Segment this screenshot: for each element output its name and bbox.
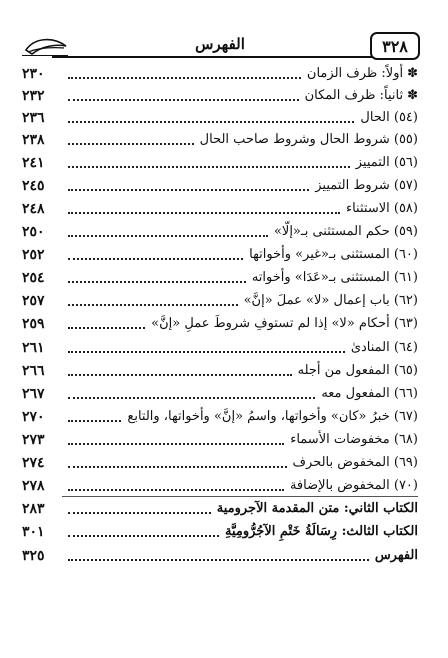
star-bullet-icon: ✽ (407, 88, 418, 103)
section-divider (62, 496, 418, 497)
toc-entry-text: (٧٠) المخفوض بالإضافة (289, 478, 418, 493)
dot-leader (68, 212, 340, 214)
toc-entry-text: أولاً: ظرف الزمان (306, 66, 404, 81)
toc-entry-title (217, 499, 418, 519)
toc-entry-title (307, 64, 418, 84)
toc-entry-title (127, 407, 418, 427)
toc-entry-title (375, 546, 418, 566)
toc-entry[interactable] (22, 476, 418, 498)
toc-page-number: ٣٢٥ (22, 548, 45, 564)
toc-entry[interactable] (22, 407, 418, 429)
dot-leader (68, 189, 309, 191)
toc-entry-title (249, 245, 418, 265)
toc-entry[interactable] (22, 453, 418, 475)
dot-leader (68, 374, 292, 376)
toc-entry-text: (٥٤) الحال (360, 110, 418, 125)
toc-entry[interactable] (22, 245, 418, 267)
toc-page-number: ٢٣٠ (22, 66, 45, 82)
dot-leader (68, 77, 301, 79)
toc-page-number: ٢٥٩ (22, 316, 45, 332)
toc-page-number: ٢٤٥ (22, 178, 45, 194)
toc-page-number: ٢٥٠ (22, 224, 45, 240)
toc-entry-text: (٥٧) شروط التمييز (315, 178, 418, 193)
toc-page-number: ٣٠١ (22, 524, 45, 540)
toc-entry[interactable] (22, 499, 418, 521)
toc-entry-title (351, 338, 418, 358)
toc-entry-text: (٦١) المستثنى بـ«عَدَا» وأخواته (251, 270, 418, 285)
toc-entry-text: ثانياً: ظرف المكان (304, 88, 404, 103)
toc-entry[interactable] (22, 314, 418, 336)
dot-leader (68, 535, 219, 537)
toc-entry[interactable] (22, 176, 418, 198)
toc-entry-text: (٥٦) التمييز (355, 155, 418, 170)
toc-entry-title (356, 153, 418, 173)
toc-entry[interactable] (22, 108, 418, 130)
toc-entry-title (293, 453, 418, 473)
toc-entry-title (315, 176, 418, 196)
dot-leader (68, 143, 194, 145)
toc-entry-title (274, 222, 418, 242)
toc-page-number: ٢٤٨ (22, 201, 45, 217)
dot-leader (68, 489, 284, 491)
toc-entry-text: (٥٩) حكم المستثنى بـ«إلّا» (273, 224, 418, 239)
toc-entry-title (305, 86, 418, 106)
toc-entry[interactable] (22, 153, 418, 175)
toc-entry-title (346, 199, 418, 219)
toc-entry[interactable] (22, 86, 418, 108)
toc-page-number: ٢٤١ (22, 155, 45, 171)
toc-entry[interactable] (22, 130, 418, 152)
toc-entry-text: (٦٢) باب إعمال «لا» عملَ «إنَّ» (243, 293, 418, 308)
toc-entry-text: (٦٨) مخفوضات الأسماء (290, 432, 418, 447)
dot-leader (68, 304, 238, 306)
page-number-box (370, 32, 420, 60)
toc-entry[interactable] (22, 384, 418, 406)
dot-leader (68, 121, 354, 123)
toc-page-number: ٢٦١ (22, 340, 45, 356)
toc-entry[interactable] (22, 546, 418, 568)
toc-page-number: ٢٦٦ (22, 363, 45, 379)
toc-entry[interactable] (22, 268, 418, 290)
toc-entry[interactable] (22, 522, 418, 544)
dot-leader (68, 327, 145, 329)
star-bullet-icon: ✽ (407, 66, 418, 81)
toc-entry-title (360, 108, 418, 128)
toc-entry-text: (٦٣) أحكام «لا» إذا لم تستوفِ شروطَ عملِ «إنَّ» (151, 316, 418, 331)
toc-page-number: ٢٧٨ (22, 478, 45, 494)
toc-entry[interactable] (22, 291, 418, 313)
toc-entry[interactable] (22, 199, 418, 221)
toc-entry-title (225, 522, 418, 542)
toc-entry-title (321, 384, 418, 404)
toc-entry-title (151, 314, 418, 334)
header-rule (52, 56, 418, 58)
toc-entry-title (244, 291, 418, 311)
toc-page-number: ٢٨٣ (22, 501, 45, 517)
toc-entry-text: (٥٨) الاستثناء (345, 201, 418, 216)
dot-leader (68, 166, 350, 168)
dot-leader (68, 258, 243, 260)
toc-entry[interactable] (22, 222, 418, 244)
toc-page-number: ٢٥٧ (22, 293, 45, 309)
dot-leader (68, 397, 315, 399)
toc-entry-text: (٥٥) شروط الحال وشروط صاحب الحال (199, 132, 418, 147)
toc-entry-title (290, 430, 418, 450)
toc-page-number: ٢٣٨ (22, 132, 45, 148)
dot-leader (68, 559, 369, 561)
dot-leader (68, 281, 246, 283)
toc-page-number: ٢٣٦ (22, 110, 45, 126)
toc-page-number: ٢٧٤ (22, 455, 45, 471)
page-header (22, 34, 418, 56)
toc-entry-title (200, 130, 418, 150)
toc-entry-title (298, 361, 418, 381)
toc-entry[interactable] (22, 361, 418, 383)
toc-entry[interactable] (22, 430, 418, 452)
toc-entry-text: الكتاب الثاني: متن المقدمة الآجرومية (216, 501, 418, 516)
dot-leader (68, 512, 211, 514)
toc-entry[interactable] (22, 338, 418, 360)
toc-entry-text: (٦٦) المفعول معه (321, 386, 418, 401)
toc-entry-title (252, 268, 418, 288)
toc-page-number: ٢٧٣ (22, 432, 45, 448)
dot-leader (68, 420, 121, 422)
toc-entry-text: (٦٩) المخفوض بالحرف (292, 455, 418, 470)
toc-entry-text: (٦٧) خبرُ «كان» وأخواتها، واسمُ «إنَّ» وأخواتها، والتابع (127, 409, 418, 424)
toc-entry-text: (٦٤) المنادىٰ (350, 340, 418, 355)
toc-entry-text: الكتاب الثالث: رِسَالَةُ خَتْمِ الآجُرُّومِيَّةِ (224, 524, 418, 539)
toc-page-number: ٢٣٢ (22, 88, 45, 104)
toc-entry-title (290, 476, 418, 496)
toc-entry[interactable] (22, 64, 418, 86)
toc-page-number: ٢٥٤ (22, 270, 45, 286)
page-title: الفهرس (195, 35, 245, 53)
toc-page-number: ٢٦٧ (22, 386, 45, 402)
toc-entry-text: الفهرس (374, 548, 418, 563)
dot-leader (68, 466, 287, 468)
page-number: ٣٢٨ (382, 36, 408, 56)
toc-entry-text: (٦٠) المستثنى بـ«غير» وأخواتها (249, 247, 418, 262)
toc-page-number: ٢٧٠ (22, 409, 45, 425)
dot-leader (68, 99, 299, 101)
dot-leader (68, 351, 345, 353)
dot-leader (68, 443, 284, 445)
dot-leader (68, 235, 268, 237)
toc-page-number: ٢٥٢ (22, 247, 45, 263)
toc-entry-text: (٦٥) المفعول من أجله (297, 363, 418, 378)
